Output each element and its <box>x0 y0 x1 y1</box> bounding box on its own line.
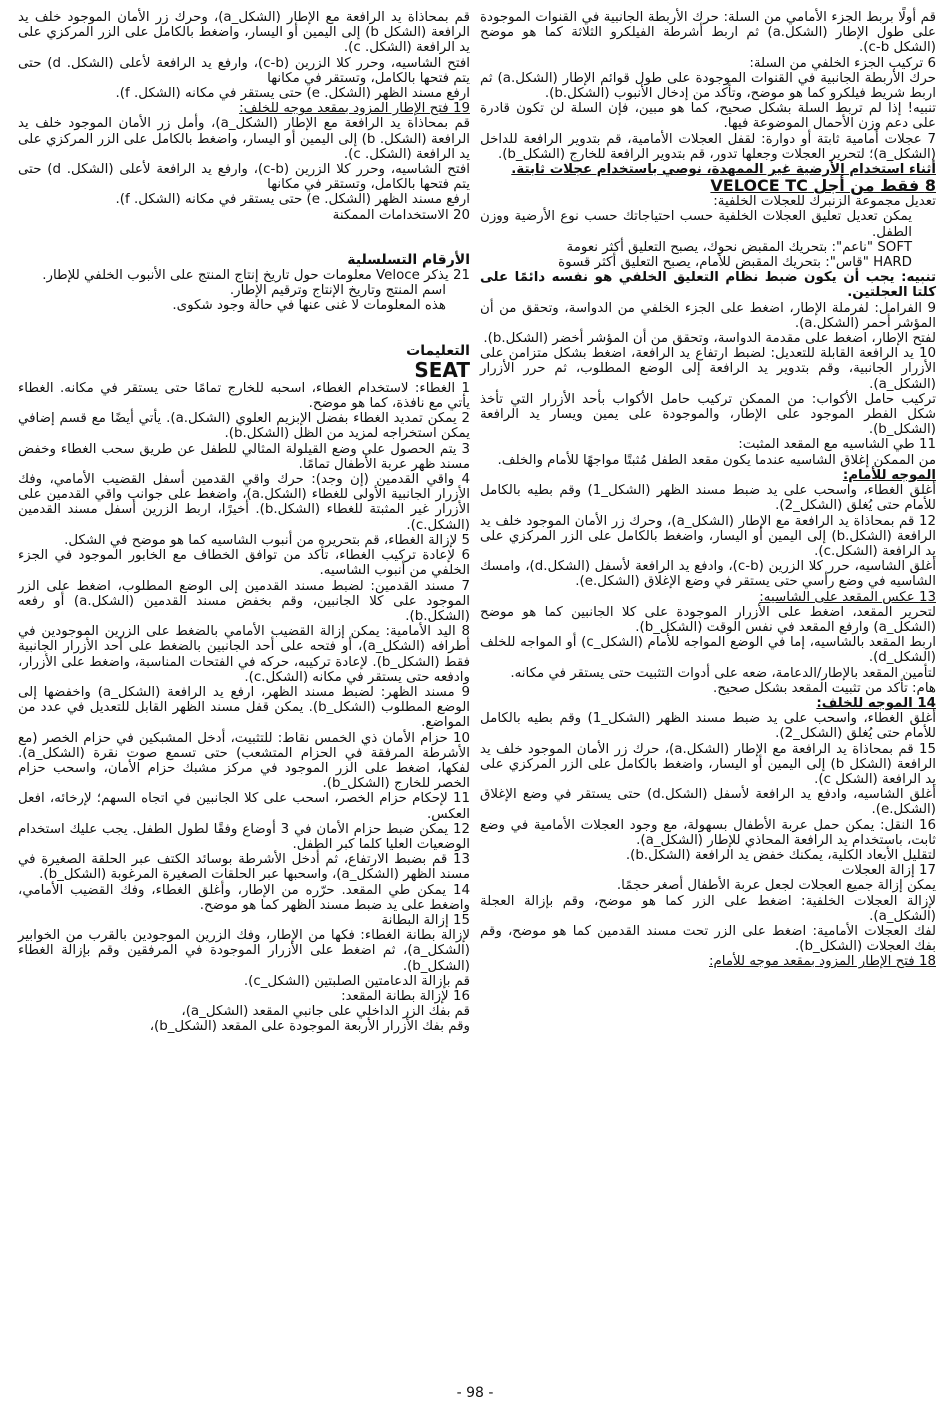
paragraph: قم بمحاذاة يد الرافعة مع الإطار (الشكل_a)، وحرك زر الأمان الموجود خلف يد الرافعة (الشكل b) إلى اليمين أو اليسار، واضغط بالكامل على الزر المركزي على يد الرافعة (الشكل. c). <box>18 10 471 56</box>
paragraph: قم بمحاذاة يد الرافعة مع الإطار (الشكل_a)، وأمل زر الأمان الموجود خلف يد الرافعة (الشكل. b) إلى اليمين أو اليسار، واضغط بالكامل على الزر المركزي على يد الرافعة (الشكل. c). <box>18 116 470 162</box>
paragraph: 8 فقط من أجل VELOCE TC <box>710 176 936 196</box>
paragraph: 12 قم بمحاذاة يد الرافعة مع الإطار (الشكل_a)، وحرك زر الأمان الموجود خلف يد الرافعة (الشكل.b) إلى اليمين أو اليسار، واضغط بالكامل على الزر المركزي على يد الرافعة (الشكل.c). <box>480 513 937 559</box>
paragraph: لإزالة العجلات الخلفية: اضغط على الزر كما هو موضح، وقم بإزالة العجلة (الشكل_a). <box>480 893 936 924</box>
paragraph: أغلق الغطاء، واسحب على يد ضبط مسند الظهر (الشكل_1) وقم بطيه بالكامل للأمام حتى يُغلق (الشكل_2). <box>480 711 936 742</box>
paragraph: حرك الأربطة الجانبية في القنوات الموجودة على طول قوائم الإطار (الشكل.a) ثم اربط شريط فيلكرو كما هو موضح، وتأكد من إدخال الأنبوب (الشكل.b). <box>480 70 936 102</box>
paragraph: تنبيه: يجب أن يكون ضبط نظام التعليق الخلفي هو نفسه دائمًا على كلتا العجلتين. <box>480 270 936 301</box>
paragraph: افتح الشاسيه، وحرر كلا الزرين (c-b)، وارفع يد الرافعة لأعلى (الشكل. d) حتى يتم فتحها بالكامل، وتستقر في مكانها <box>18 162 470 193</box>
section-heading: الأرقام التسلسلية <box>347 251 470 268</box>
paragraph: 12 يمكن ضبط حزام الأمان في 3 أوضاع وفقًا لطول الطفل. يجب عليك استخدام الوضعيات العليا كلما كبر الطفل. <box>18 821 470 852</box>
paragraph: SOFT "ناعم": بتحريك المقبض نحوك، يصبح التعليق أكثر نعومة <box>566 239 912 255</box>
paragraph: قم بفك الزر الداخلي على جانبي المقعد (الشكل_a)، <box>181 1004 470 1020</box>
paragraph: 3 يتم الحصول على وضع القيلولة المثالي للطفل عن طريق سحب الغطاء وخفض مسند ظهر عربة الأطفال تمامًا. <box>18 441 470 472</box>
page-number: - 98 - <box>456 1385 494 1401</box>
paragraph: قم أولًا بربط الجزء الأمامي من السلة: حرك الأربطة الجانبية في القنوات الموجودة على طول الإطار (الشكل.a) ثم اربط أشرطة الفيلكرو الثلاثة كما هو موضح (الشكل c-b). <box>480 10 936 56</box>
paragraph: تركيب حامل الأكواب: من الممكن تركيب حامل الأكواب بأحد الأزرار التي تأخذ شكل الفطر الموجود على الإطار، والموجودة على يمين ويسار يد الرافعة (الشكل_b). <box>480 391 936 438</box>
section-heading: التعليمات <box>406 342 470 359</box>
paragraph: 9 الفرامل: لفرملة الإطار، اضغط على الجزء الخلفي من الدواسة، وتحقق من أن المؤشر أحمر (الشكل.a). <box>480 300 936 331</box>
paragraph: 15 إزالة البطانة <box>381 912 470 928</box>
paragraph: يمكن إزالة جميع العجلات لجعل عربة الأطفال أصغر حجمًا. <box>616 878 936 894</box>
paragraph: 10 يد الرافعة القابلة للتعديل: لضبط ارتفاع يد الرافعة، اضغط بشكل متزامن على الأزرار الجانبية، وقم بتدوير يد الرافعة إلى الوضع المطلوب، ثم حرر الأزرار (الشكل_a). <box>480 346 936 392</box>
left-text-column <box>18 10 470 1035</box>
paragraph: 4 واقي القدمين (إن وجد): حرك واقي القدمين أسفل القضيب الأمامي، وفك الأزرار الجانبية الأولى للغطاء (الشكل.a)، واضغط على جوانب واقي القدمين على الأزرار غير المثبتة للغطاء (الشكل.b). أخيرًا، اربط الزرين أسفل مسند القدمين (الشكل.c). <box>18 472 471 533</box>
paragraph: لإزالة بطانة الغطاء: فكها من الإطار، وفك الزرين الموجودين بالقرب من الخوابير (الشكل_a)، ثم اضغط على الأزرار الموجودة في المرفقين وقم بإزالة الغطاء (الشكل_b). <box>18 928 470 974</box>
section-heading: SEAT <box>414 357 470 382</box>
paragraph: لفتح الإطار، اضغط على مقدمة الدواسة، وتحقق من أن المؤشر أخضر (الشكل.b). <box>483 331 936 347</box>
paragraph: هذه المعلومات لا غنى عنها في حالة وجود شكوى. <box>172 298 446 314</box>
paragraph: افتح الشاسيه، وحرر كلا الزرين (c-b)، وارفع يد الرافعة لأعلى (الشكل. d) حتى يتم فتحها بالكامل، وتستقر في مكانها <box>18 55 470 86</box>
paragraph: 11 لإحكام حزام الخصر، اسحب على كلا الجانبين في اتجاه السهم؛ لإرخائه، افعل العكس. <box>18 791 470 822</box>
paragraph: 14 يمكن طي المقعد. حرّره من الإطار، وأغلق الغطاء، وفك القضيب الأمامي، واضغط على يد ضبط مسند الظهر كما هو موضح. <box>18 882 470 913</box>
paragraph: لتحرير المقعد، اضغط على الأزرار الموجودة على كلا الجانبين كما هو موضح (الشكل_a) وارفع المقعد في نفس الوقت (الشكل_b). <box>480 604 936 635</box>
paragraph: 20 الاستخدامات الممكنة <box>332 207 470 223</box>
paragraph: 19 فتح الإطار المزود بمقعد موجه للخلف: <box>239 101 470 117</box>
paragraph: 7 مسند القدمين: لضبط مسند القدمين إلى الوضع المطلوب، اضغط على الزر الموجود على كلا الجانبين، وقم بخفض مسند القدمين (الشكل.a) أو رفعه (الشكل.b). <box>18 578 470 624</box>
paragraph: 15 قم بمحاذاة يد الرافعة مع الإطار (الشكل.a)، حرك زر الأمان الموجود خلف يد الرافعة (الشكل b) إلى اليمين أو اليسار، واضغط بالكامل على الزر المركزي على يد الرافعة (الشكل c). <box>480 741 937 787</box>
paragraph: اسم المنتج وتاريخ الإنتاج وترقيم الإطار. <box>229 283 446 299</box>
paragraph: 5 لإزالة الغطاء، قم بتحريره من أنبوب الشاسيه كما هو موضح في الشكل. <box>64 532 470 548</box>
paragraph: 7 عجلات أمامية ثابتة أو دوارة: لقفل العجلات الأمامية، قم بتدوير الرافعة للداخل (الشكل_a)؛ لتحرير العجلات وجعلها تدور، قم بتدوير الرافعة للخارج (الشكل_b). <box>480 131 936 162</box>
paragraph: 9 مسند الظهر: لضبط مسند الظهر، ارفع يد الرافعة (الشكل_a) واخفضها إلى الوضع المطلوب (الشكل_b). يمكن قفل مسند الظهر القابل للتعديل في عدد من المواضع. <box>18 684 470 731</box>
paragraph: 2 يمكن تمديد الغطاء بفضل الإبزيم العلوي (الشكل.a). يأتي أيضًا مع قسم إضافي يمكن استخراجه لمزيد من الظل (الشكل.b). <box>18 411 470 442</box>
paragraph: تعديل مجموعة الزنبرك للعجلات الخلفية: <box>713 194 936 210</box>
paragraph: أغلق الشاسيه، وادفع يد الرافعة لأسفل (الشكل.d) حتى يستقر في وضع الإغلاق (الشكل.e). <box>480 787 936 818</box>
paragraph: قم بإزالة الدعامتين الصلبتين (الشكل_c). <box>243 973 470 989</box>
paragraph: 14 الموجه للخلف: <box>816 695 936 711</box>
paragraph: 13 عكس المقعد على الشاسيه: <box>759 589 936 605</box>
paragraph: الموجه للأمام: <box>842 467 936 483</box>
paragraph: 16 النقل: يمكن حمل عربة الأطفال بسهولة، مع وجود العجلات الأمامية في وضع ثابت، باستخدام يد الرافعة المحاذي للإطار (الشكل_a). <box>480 817 936 848</box>
section-spacer <box>18 314 470 344</box>
paragraph: يمكن تعديل تعليق العجلات الخلفية حسب احتياجاتك حسب نوع الأرضية ووزن الطفل. <box>480 209 912 240</box>
paragraph: من الممكن إغلاق الشاسيه عندما يكون مقعد الطفل مُثبتًا مواجهًا للأمام والخلف. <box>497 452 936 468</box>
right-text-column <box>480 10 936 970</box>
paragraph: 1 الغطاء: لاستخدام الغطاء، اسحبه للخارج تمامًا حتى يستقر في مكانه. الغطاء يأتي مع نافذة، كما هو موضح. <box>18 380 470 412</box>
paragraph: 10 حزام الأمان ذي الخمس نقاط: للتثبيت، أدخل المشبكين في حزام الخصر (مع الأشرطة المرفقة في الحزام المتشعب) حتى تسمع صوت نقرة (الشكل_a). لفكها، اضغط على الزر الموجود في مركز مشبك حزام الأمان، واسحب حزام الخصر للخارج (الشكل_b). <box>18 730 470 792</box>
paragraph: 17 إزالة العجلات <box>841 863 936 879</box>
paragraph: لتأمين المقعد بالإطار/الدعامة، ضعه على أدوات التثبيت حتى يستقر في مكانه. <box>510 665 936 681</box>
paragraph: 13 قم بضبط الارتفاع، ثم أدخل الأشرطة بوسائد الكتف عبر الحلقة الصغيرة في مسند الظهر (الشكل_a)، واسحبها عبر الحلقات الصغيرة المرغوبة (الشكل_b). <box>18 852 470 883</box>
paragraph: أغلق الغطاء، واسحب على يد ضبط مسند الظهر (الشكل_1) وقم بطيه بالكامل للأمام حتى يُغلق (الشكل_2). <box>480 483 936 514</box>
section-spacer <box>18 223 470 253</box>
paragraph: HARD "قاس": بتحريك المقبض للأمام، يصبح التعليق أكثر قسوة <box>558 255 912 271</box>
paragraph: 6 تركيب الجزء الخلفي من السلة: <box>749 55 936 71</box>
paragraph: 8 اليد الأمامية: يمكن إزالة القضيب الأمامي بالضغط على الزرين الموجودين في أطرافه (الشكل_a)، أو فتحه على أحد الجانبين بالضغط على أحد الأزرار الجانبية فقط (الشكل_b). لإعادة تركيبه، حركه في الفتحات المناسبة، واضغط على الأزرار، وادفعه حتى يستقر في مكانه (الشكل.c). <box>18 624 470 685</box>
paragraph: 6 لإعادة تركيب الغطاء، تأكد من توافق الخطاف مع الخابور الموجود في الجزء الخلفي من أنبوب الشاسيه. <box>18 548 470 579</box>
paragraph: 11 طي الشاسيه مع المقعد المثبت: <box>738 437 936 453</box>
paragraph: ارفع مسند الظهر (الشكل. e) حتى يستقر في مكانه (الشكل. f). <box>115 86 470 102</box>
paragraph: ارفع مسند الظهر (الشكل. e) حتى يستقر في مكانه (الشكل. f). <box>115 192 470 208</box>
paragraph: اربط المقعد بالشاسيه، إما في الوضع المواجه للأمام (الشكل_c) أو المواجه للخلف (الشكل_d). <box>480 635 936 666</box>
paragraph: أثناء استخدام الأرضية غير الممهدة، نوصي باستخدام عجلات ثابتة. <box>511 162 936 178</box>
paragraph: لتقليل الأبعاد الكلية، يمكنك خفض يد الرافعة (الشكل.b). <box>625 847 936 863</box>
paragraph: 18 فتح الإطار المزود بمقعد موجه للأمام: <box>709 954 936 970</box>
paragraph: 16 لإزالة بطانة المقعد: <box>341 988 470 1004</box>
paragraph: تنبيه! إذا لم تربط السلة بشكل صحيح، كما هو مبين، فإن السلة لن تكون قادرة على دعم وزن الأحمال الموضوعة فيها. <box>480 101 936 132</box>
paragraph: 21 يذكر Veloce معلومات حول تاريخ إنتاج المنتج على الأنبوب الخلفي للإطار. <box>42 268 470 284</box>
paragraph: لفك العجلات الأمامية: اضغط على الزر تحت مسند القدمين كما هو موضح، وقم بفك العجلات (الشكل_b). <box>480 923 936 955</box>
paragraph: هام: تأكد من تثبيت المقعد بشكل صحيح. <box>712 680 936 696</box>
paragraph: وقم بفك الأزرار الأربعة الموجودة على المقعد (الشكل_b)، <box>149 1019 470 1035</box>
paragraph: أغلق الشاسيه، حرر كلا الزرين (c-b)، وادفع يد الرافعة لأسفل (الشكل.d)، وامسك الشاسيه في وضع رأسي حتى يستقر في وضع الإغلاق (الشكل.e). <box>480 559 936 590</box>
